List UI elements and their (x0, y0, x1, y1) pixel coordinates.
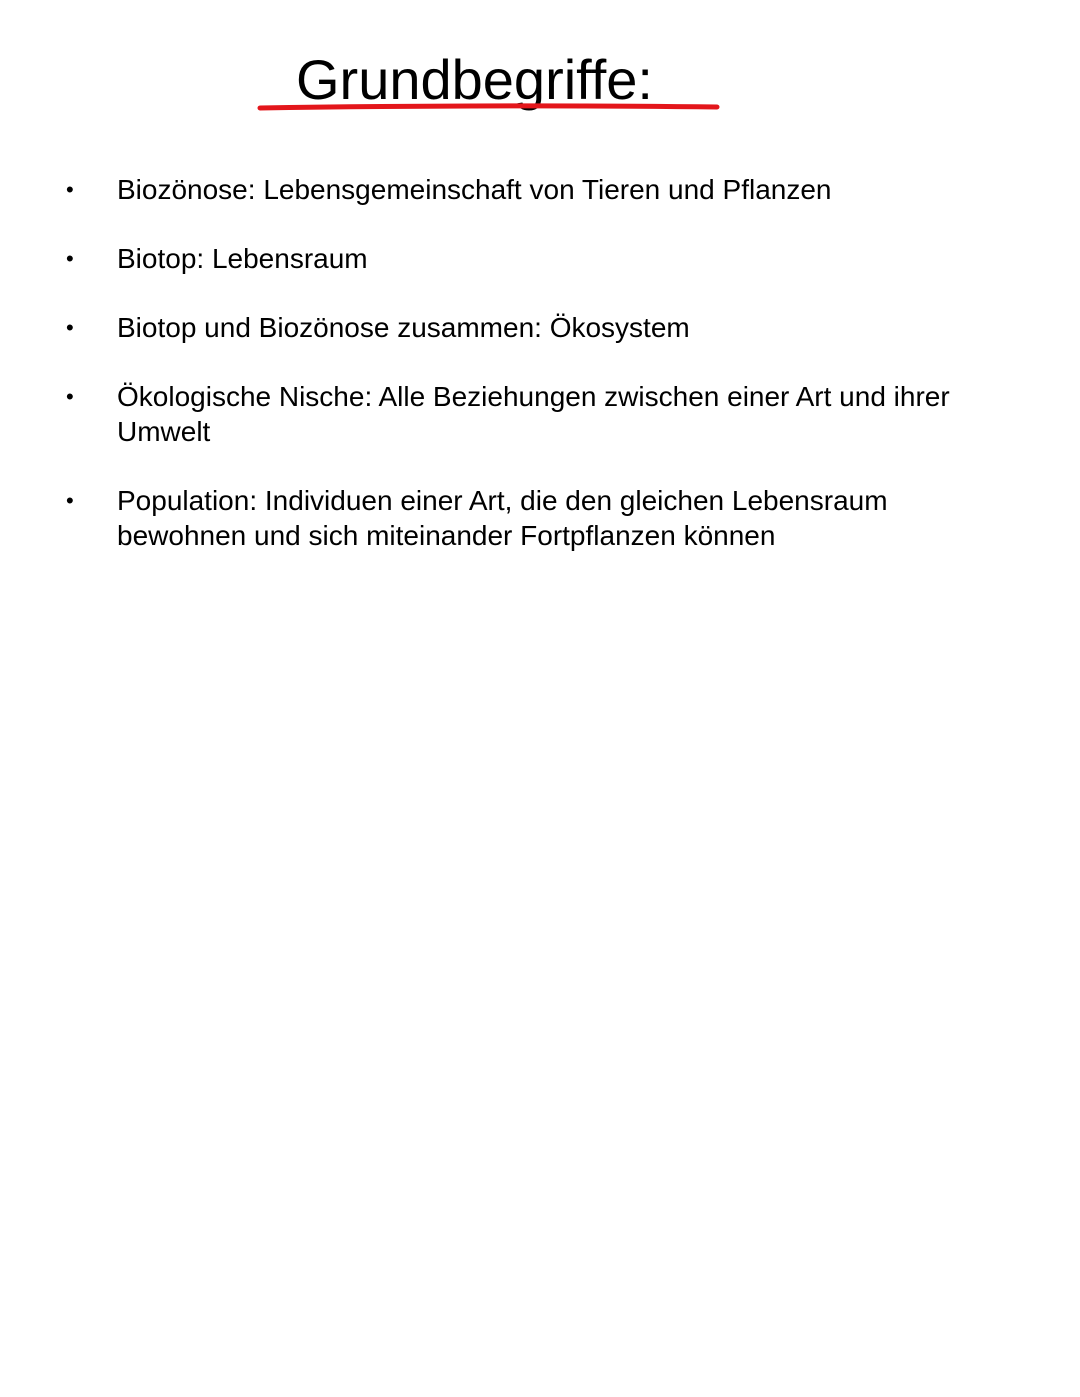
bullet-icon: • (66, 384, 74, 409)
bullet-icon: • (66, 177, 74, 202)
definition-item-oekologische-nische (0, 379, 1080, 449)
definition-text: Biotop und Biozönose zusammen: Ökosystem (117, 312, 690, 343)
definition-item-population (0, 483, 1080, 553)
definition-item-biotop (0, 241, 1080, 276)
page-title: Grundbegriffe: (296, 48, 653, 111)
bullet-icon: • (66, 246, 74, 271)
definition-text: Ökologische Nische: Alle Beziehungen zwischen einer Art und ihrer Umwelt (117, 381, 950, 447)
bullet-icon: • (66, 488, 74, 513)
definition-text: Biozönose: Lebensgemeinschaft von Tieren und Pflanzen (117, 174, 832, 205)
bullet-icon: • (66, 315, 74, 340)
title-underline (258, 100, 720, 114)
definition-text: Biotop: Lebensraum (117, 243, 368, 274)
definition-item-oekosystem (0, 310, 1080, 345)
definitions-list (0, 172, 1080, 587)
definition-text: Population: Individuen einer Art, die den gleichen Lebensraum bewohnen und sich miteinander Fortpflanzen können (117, 485, 888, 551)
title-block (258, 40, 720, 120)
definition-item-biozoenose (0, 172, 1080, 207)
